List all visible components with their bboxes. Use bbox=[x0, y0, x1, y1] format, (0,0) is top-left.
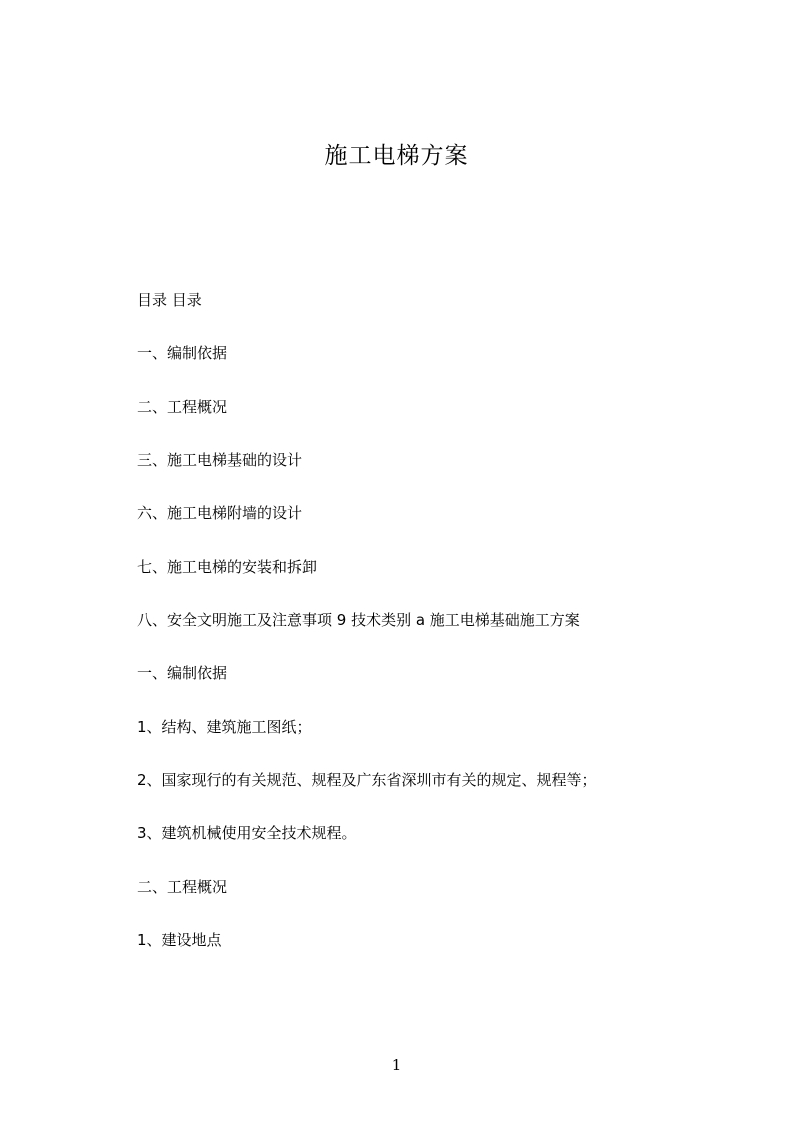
basis-item-3: 3、建筑机械使用安全技术规程。 bbox=[137, 824, 357, 842]
document-title: 施工电梯方案 bbox=[324, 143, 469, 169]
section-heading-basis: 一、编制依据 bbox=[137, 664, 228, 682]
toc-item-wall-tie: 六、施工电梯附墙的设计 bbox=[137, 504, 303, 522]
section-heading-overview: 二、工程概况 bbox=[137, 878, 228, 896]
toc-item-basis: 一、编制依据 bbox=[137, 344, 228, 362]
toc-item-safety: 八、安全文明施工及注意事项 9 技术类别 a 施工电梯基础施工方案 bbox=[137, 611, 580, 629]
toc-item-overview: 二、工程概况 bbox=[137, 398, 228, 416]
basis-item-2: 2、国家现行的有关规范、规程及广东省深圳市有关的规定、规程等； bbox=[137, 771, 597, 789]
toc-item-install: 七、施工电梯的安装和拆卸 bbox=[137, 558, 318, 576]
toc-heading: 目录 目录 bbox=[137, 291, 202, 309]
overview-item-1: 1、建设地点 bbox=[137, 931, 222, 949]
page-number: 1 bbox=[391, 1056, 402, 1074]
basis-item-1: 1、结构、建筑施工图纸； bbox=[137, 718, 312, 736]
toc-item-foundation: 三、施工电梯基础的设计 bbox=[137, 451, 303, 469]
